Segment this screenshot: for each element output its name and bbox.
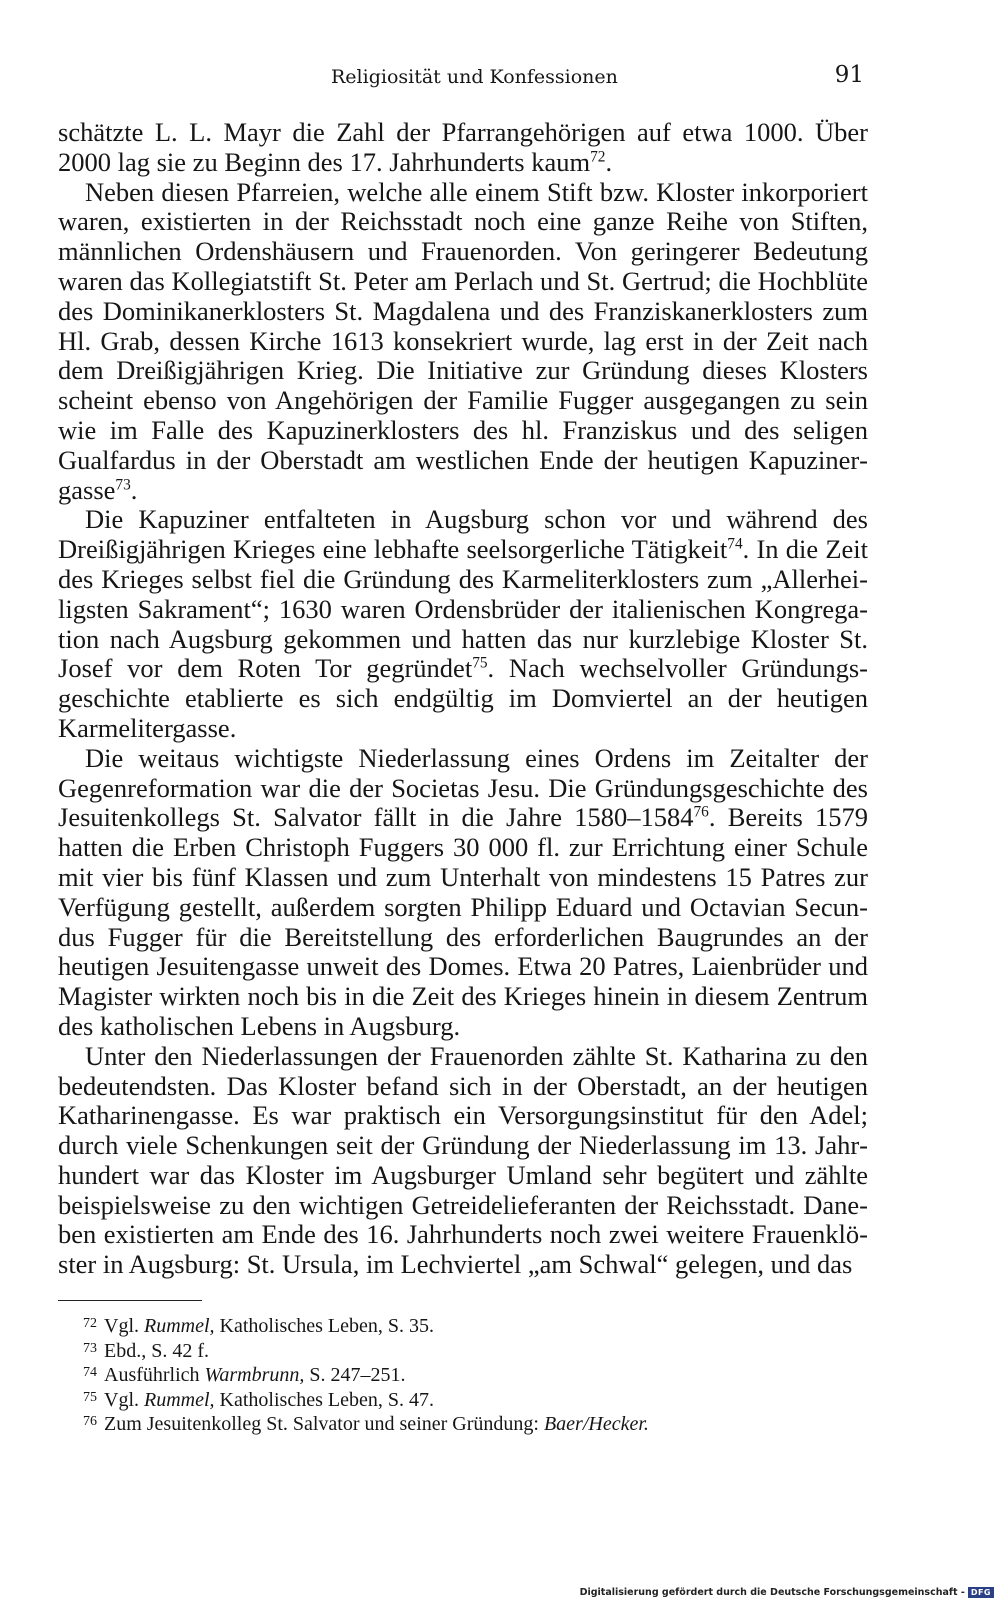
footnote-74: $^{74}$ Ausführlich Warmbrunn, S. 247–251. — [83, 1364, 406, 1387]
footnote-ref-73[interactable]: 73 — [115, 476, 131, 494]
footnote-ref-74[interactable]: 74 — [727, 535, 743, 553]
footnote-ref-76[interactable]: 76 — [693, 803, 709, 821]
paragraph-3: Die Kapuziner entfalteten in Augsburg schon vor und während des Dreißigjährigen Krieges eine lebhafte seelsorgerliche Tätigkeit$^{74}$. In die Zeit des Krieges selbst fiel die Gründung des Karmeliterklosters zum „Allerheiligsten Sakrament“; 1630 waren Ordensbrüder der italienischen Kongregation nach Augsburg gekommen und hatten das nur kurzlebige Kloster St. Josef vor dem Roten Tor gegründet$^{75}$. Nach wechselvoller Gründungsgeschichte etablierte es sich endgültig im Domviertel an der heutigen Karmelitergasse. — [58, 504, 868, 743]
paragraph-5: Unter den Niederlassungen der Frauenorden zählte St. Katharina zu den bedeutendsten. Das Kloster befand sich in der Oberstadt, an der heutigen Katharinengasse. Es war praktisch ein Versorgungsinstitut für den Adel; durch viele Schenkungen seit der Gründung der Niederlassung im 13. Jahrhundert war das Kloster im Augsburger Umland sehr begütert und zählte beispielsweise zu den wichtigen Getreidelieferanten der Reichsstadt. Daneben existierten am Ende des 16. Jahrhunderts noch zwei weitere Frauenklöster in Augsburg: St. Ursula, im Lechviertel „am Schwal“ gelegen, und das — [58, 1040, 868, 1280]
footnote-75: $^{75}$ Vgl. Rummel, Katholisches Leben, S. 47. — [83, 1388, 434, 1411]
page-header — [0, 62, 1000, 92]
footnote-ref-72[interactable]: 72 — [590, 148, 606, 166]
page-number: 91 — [834, 62, 864, 88]
credit-text: Digitalisierung gefördert durch die Deutsche Forschungsgemeinschaft - — [579, 1587, 965, 1598]
footnote-73: $^{73}$ Ebd., S. 42 f. — [83, 1339, 209, 1362]
footnote-ref-75[interactable]: 75 — [472, 654, 488, 672]
body-text — [58, 118, 868, 1280]
footnote-72: $^{72}$ Vgl. Rummel, Katholisches Leben, S. 35. — [83, 1315, 434, 1337]
running-title: Religiosität und Konfessionen — [331, 66, 618, 88]
paragraph-4: Die weitaus wichtigste Niederlassung eines Ordens im Zeitalter der Gegenreformation war die der Societas Jesu. Die Gründungsgeschichte des Jesuitenkollegs St. Salvator fällt in die Jahre 1580–1584$^{76}$. Bereits 1579 hatten die Erben Christoph Fuggers 30 000 fl. zur Errichtung einer Schule mit vier bis fünf Klassen und zum Unterhalt von mindestens 15 Patres zur Verfügung gestellt, außerdem sorgten Philipp Eduard und Octavian Secundus Fugger für die Bereitstellung des erforderlichen Baugrundes an der heutigen Jesuitengasse unweit des Domes. Etwa 20 Patres, Laienbrüder und Magister wirkten noch bis in die Zeit des Krieges hinein in diesem Zentrum des katholischen Lebens in Augsburg. — [58, 742, 868, 1041]
footnote-76: $^{76}$ Zum Jesuitenkolleg St. Salvator und seiner Gründung: Baer/Hecker. — [83, 1413, 649, 1436]
paragraph-2: Neben diesen Pfarreien, welche alle einem Stift bzw. Kloster inkorporiert waren, existierten in der Reichsstadt noch eine ganze Reihe von Stiften, männlichen Ordenshäusern und Frauenorden. Von geringerer Bedeutung waren das Kollegiatstift St. Peter am Perlach und St. Gertrud; die Hochblüte des Dominikanerklosters St. Magdalena und des Franziskanerklosters zum Hl. Grab, dessen Kirche 1613 konsekriert wurde, lag erst in der Zeit nach dem Dreißigjährigen Krieg. Die Initiative zur Gründung dieses Klosters scheint ebenso von Angehörigen der Familie Fugger ausgegangen zu sein wie im Falle des Kapuzinerklosters des hl. Franziskus und des seligen Gualfardus in der Oberstadt am westlichen Ende der heutigen Kapuzinergasse$^{73}$. — [58, 176, 868, 505]
digitization-credit — [580, 1587, 994, 1598]
paragraph-1: schätzte L. L. Mayr die Zahl der Pfarrangehörigen auf etwa 1000. Über 2000 lag sie zu Beginn des 17. Jahrhunderts kaum$^{72}$. — [58, 117, 868, 177]
dfg-logo: DFG — [968, 1587, 994, 1598]
footnote-separator — [58, 1300, 202, 1301]
footnotes — [83, 1313, 863, 1436]
